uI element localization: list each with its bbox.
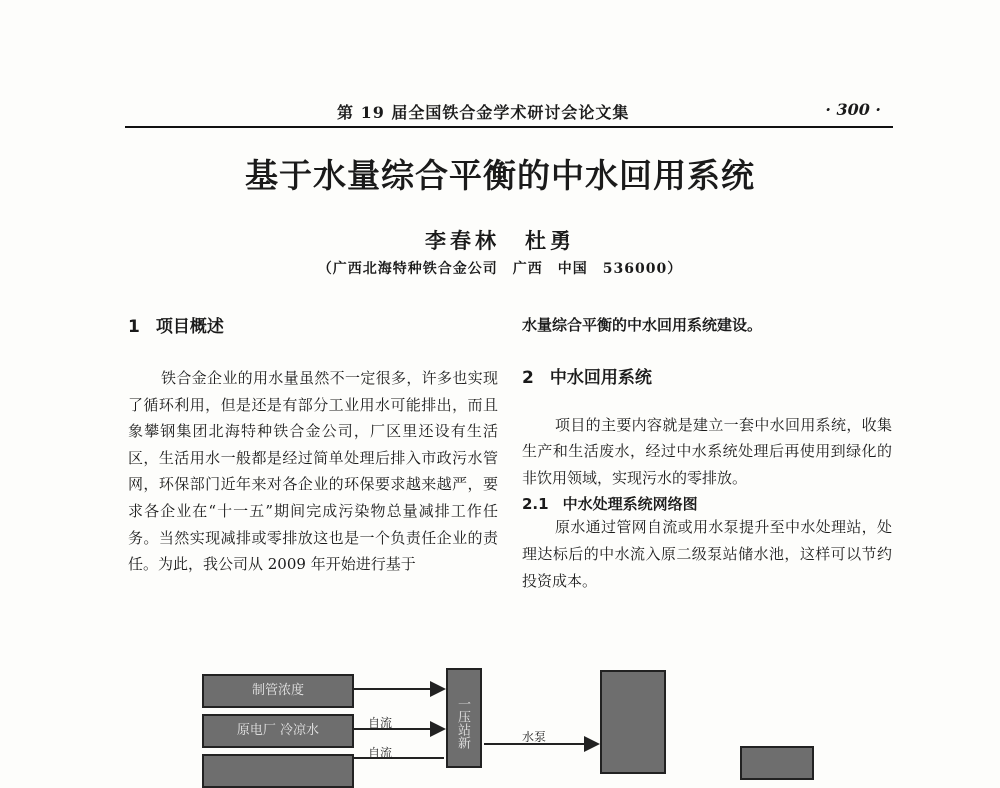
label-gravity-1: 自流 <box>368 716 393 730</box>
section-1-continuation: 水量综合平衡的中水回用系统建设。 <box>522 316 763 334</box>
authors: 李春林 杜勇 <box>425 228 575 253</box>
section-2-1-title: 中水处理系统网络图 <box>562 495 698 514</box>
left-column <box>128 312 498 578</box>
label-gravity-2: 自流 <box>368 746 393 760</box>
network-diagram <box>190 660 830 759</box>
section-2-paragraph: 项目的主要内容就是建立一套中水回用系统，收集生产和生活废水，经过中水系统处理后再使用到绿化的非饮用领域，实现污水的零排放。 <box>522 415 892 487</box>
diagram-station-box: 一压站新 <box>446 668 482 768</box>
section-2-1-paragraph: 原水通过管网自流或用水泵提升至中水处理站，处理达标后的中水流入原二级泵站储水池，这样可以节约投资成本。 <box>522 518 892 590</box>
section-2-1-heading <box>522 493 892 514</box>
diagram-connectors <box>190 660 830 759</box>
diagram-box-2: 原电厂 冷凉水 <box>202 714 354 748</box>
right-column <box>522 312 892 594</box>
paper-title: 基于水量综合平衡的中水回用系统 <box>245 156 755 195</box>
page-number: · 300 · <box>825 100 881 119</box>
section-2-title: 中水回用系统 <box>549 367 652 388</box>
section-2-1-number: 2.1 <box>522 495 549 514</box>
section-2-heading <box>522 363 892 388</box>
section-2-number: 2 <box>522 367 534 388</box>
label-pump: 水泵 <box>522 730 547 744</box>
journal-title: 第 19 届全国铁合金学术研讨会论文集 <box>337 103 630 122</box>
diagram-box-3 <box>202 754 354 788</box>
section-1-title: 项目概述 <box>155 317 224 337</box>
section-1-number: 1 <box>128 317 140 337</box>
running-header <box>125 96 893 128</box>
affiliation: （广西北海特种铁合金公司 广西 中国 536000） <box>317 261 683 277</box>
section-1-heading <box>128 312 498 337</box>
section-1-paragraph: 铁合金企业的用水量虽然不一定很多，许多也实现了循环利用，但是还是有部分工业用水可能排出，而且象攀钢集团北海特种铁合金公司，厂区里还设有生活区，生活用水一般都是经过简单处理后排入市政污水管网，环保部门近年来对各企业的环保要求越来越严，要求各企业在“十一五”期间完成污染物总量减排工作任务。当然实现减排或零排放这也是一个负责任企业的责任。为此，我公司从 2009 年开始进行基于 <box>128 369 498 574</box>
diagram-box-1: 制管浓度 <box>202 674 354 708</box>
